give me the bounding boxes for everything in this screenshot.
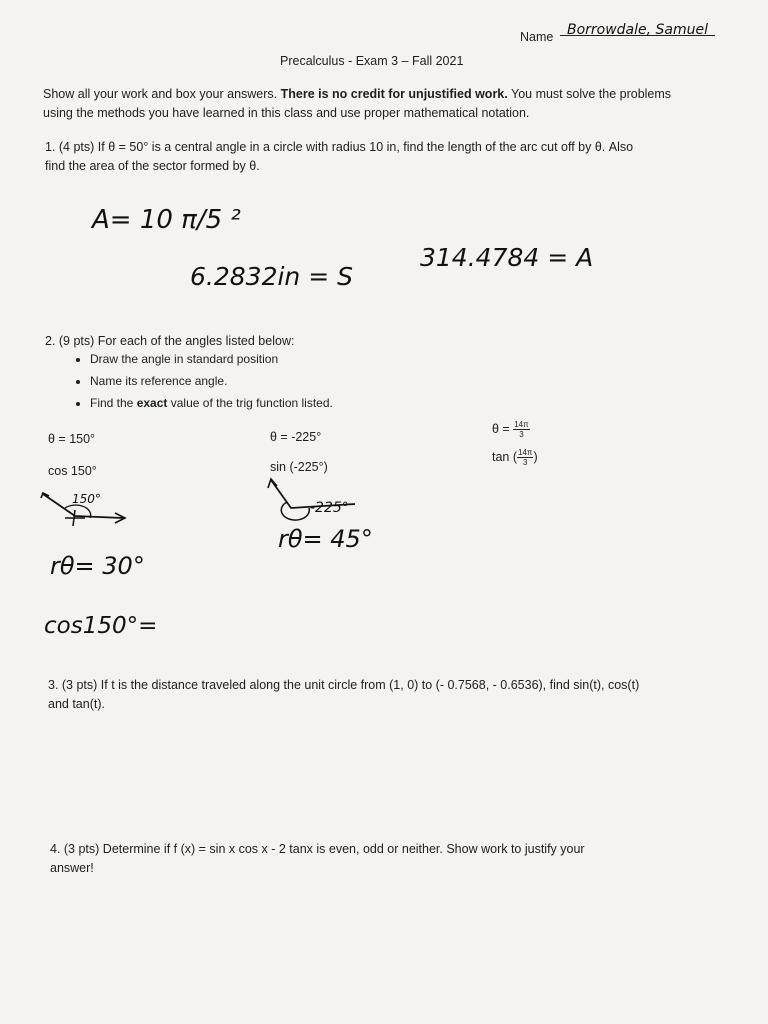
bullet-draw: • Draw the angle in standard position bbox=[90, 350, 333, 368]
q2a-function: cos 150° bbox=[48, 464, 97, 478]
question-1: 1. (4 pts) If θ = 50° is a central angle in a circle with radius 10 in, find the length of the arc cut off by θ. Also find the area of the sector formed by θ. bbox=[45, 140, 634, 173]
q2c-angle: θ = $\frac{14\pi}{3}$ bbox=[492, 420, 529, 440]
q1-handwritten-area: 314.4784 = A bbox=[420, 243, 594, 272]
instructions: Show all your work and box your answers. There is no credit for unjustified work. You must solve the problems using the methods you have learned in this class and use proper mathematical notation. bbox=[43, 87, 672, 120]
q2a-sketch-label: 150° bbox=[72, 492, 101, 506]
question-3: 3. (3 pts) If t is the distance traveled along the unit circle from (1, 0) to (- 0.7568, - 0.6536), find sin(t), cos(t) and tan(t). bbox=[48, 678, 640, 711]
q2a-angle: θ = 150° bbox=[48, 432, 96, 446]
q2b-reference-angle: rθ= 45° bbox=[278, 525, 373, 553]
q2b-angle: θ = -225° bbox=[270, 430, 322, 444]
name-label: Name bbox=[520, 30, 554, 44]
q2a-reference-angle: rθ= 30° bbox=[50, 552, 145, 580]
student-name: Borrowdale, Samuel bbox=[566, 22, 709, 38]
q2a-cos-answer: cos150°= bbox=[44, 613, 158, 639]
q2c-function: tan ( $\frac{14\pi}{3}$ ) bbox=[492, 448, 538, 468]
bullet-reference: • Name its reference angle. bbox=[90, 372, 333, 390]
q2b-angle-sketch bbox=[265, 474, 375, 524]
q2b-function: sin (-225°) bbox=[270, 460, 328, 474]
question-4: 4. (3 pts) Determine if f (x) = sin x cos x - 2 tanx is even, odd or neither. Show work to justify your answer! bbox=[50, 842, 585, 875]
q1-handwritten-formula: A= 10 π/5 ² bbox=[92, 205, 241, 235]
exam-title: Precalculus - Exam 3 – Fall 2021 bbox=[280, 54, 464, 68]
bullet-exact: • Find the exact value of the trig function listed. bbox=[90, 394, 333, 412]
q2b-sketch-label: -225° bbox=[310, 500, 349, 516]
q1-handwritten-arc: 6.2832in = S bbox=[190, 262, 353, 291]
question-2-heading: 2. (9 pts) For each of the angles listed below: bbox=[45, 334, 295, 348]
question-2-bullets bbox=[70, 350, 333, 416]
